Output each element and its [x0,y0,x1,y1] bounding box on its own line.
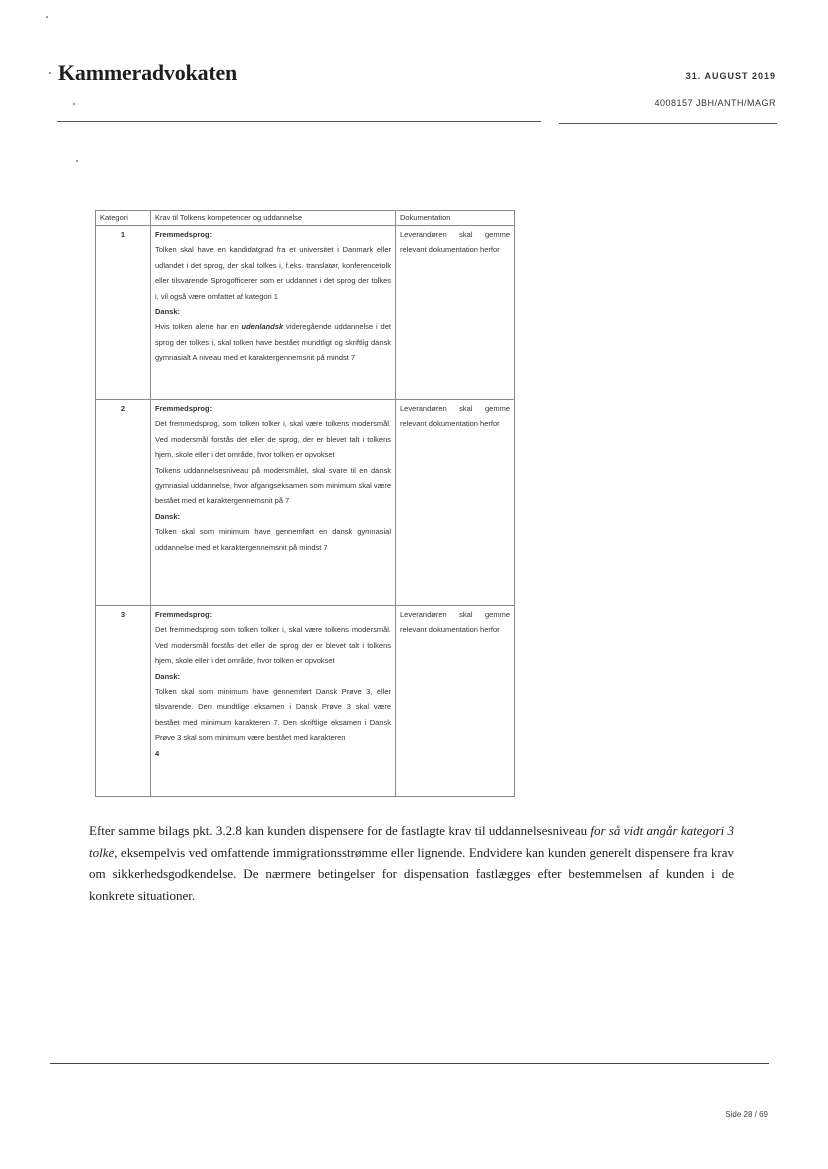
brand-name: Kammeradvokaten [58,60,238,85]
header-divider-right [559,123,777,124]
foreign-language-text: Tolkens uddannelsesniveau på modersmålet, skal svare til en dansk gymnasial uddannelse, hvor afgangseksamen som minimum skal være bestået med et karaktergennemsnit på 7 [155,465,391,506]
foreign-language-text: Det fremmedsprog som tolken tolker i, skal være tolkens modersmål. Ved modersmål forstås det eller de sprog der er blevet talt i tolkens hjem, skole eller i det område, hvor tolken er opvokset [155,625,391,666]
foreign-language-text: Det fremmedsprog, som tolken tolker i, skal være tolkens modersmål. Ved modersmål forstås det eller de sprog, der er blevet talt i tolkens hjem, skole eller i det område, hvor tolken er opvokset [155,419,391,460]
foreign-language-text: Tolken skal have en kandidatgrad fra et universitet i Danmark eller udlandet i det sprog, der skal tolkes i, f.eks. translatør, konferencetolk eller tilsvarende Sprogofficerer som er uddannet i det sprog der tolkes i, vil også være omfattet af kategori 1 [155,245,391,301]
danish-text-emphasis: udenlandsk [241,322,284,332]
danish-grade: 4 [155,748,160,758]
danish-heading: Dansk: [155,307,181,317]
scan-speck [76,160,78,162]
danish-text: Tolken skal som minimum have gennemført Dansk Prøve 3, eller tilsvarende. Den mundtlige eksamen i Dansk Prøve 3 skal være bestået med minimum karakteren 7. Den skriftlige eksamen i Dansk Prøve 3 skal som minimum være bestået med karakteren [155,687,391,743]
scan-speck [49,72,51,74]
table-row [96,606,515,797]
danish-text: Tolken skal som minimum have gennemført en dansk gymnasial uddannelse med et karaktergennemsnit på mindst 7 [155,527,391,552]
danish-text-part: Hvis tolken alene har en [155,322,242,332]
footer-divider [50,1063,769,1064]
requirements-cell [151,606,396,797]
requirements-table [95,210,515,797]
documentation-cell: Leverandøren skal gemme relevant dokumentation herfor [396,400,515,606]
documentation-cell: Leverandøren skal gemme relevant dokumentation herfor [396,606,515,797]
document-reference: 4008157 JBH/ANTH/MAGR [654,98,776,108]
scan-speck [73,103,75,105]
documentation-cell: Leverandøren skal gemme relevant dokumentation herfor [396,226,515,400]
danish-text-part: videregående uddannelse i det sprog der tolkes i, skal tolken have bestået mundtligt og skriftlig dansk gymnasialt A niveau med et karaktergennemsnit på mindst 7 [155,322,391,363]
column-header-requirements: Krav til Tolkens kompetencer og uddannelse [151,211,396,226]
column-header-documentation: Dokumentation [396,211,515,226]
category-cell: 3 [96,606,151,797]
body-text-part: Efter samme bilags pkt. 3.2.8 kan kunden dispensere for de fastlagte krav til uddannelsesniveau [89,823,591,838]
body-text-emphasis: for så vidt angår kategori 3 tolke [89,823,735,860]
foreign-language-heading: Fremmedsprog: [155,230,213,239]
table-row [96,226,515,400]
category-cell: 1 [96,226,151,400]
category-cell: 2 [96,400,151,606]
danish-text [155,319,391,365]
requirements-cell [151,400,396,606]
table-header-row [96,211,515,226]
page-number: Side 28 / 69 [725,1110,768,1119]
body-text-part: , eksempelvis ved omfattende immigrationsstrømme eller lignende. Endvidere kan kunden generelt dispensere fra krav om sikkerhedsgodkendelse. De nærmere betingelser for dispensation fastlægges efter bestemmelsen af kunden i de konkrete situationer. [89,844,734,903]
column-header-category: Kategori [96,211,151,226]
scan-speck [46,16,48,18]
foreign-language-heading: Fremmedsprog: [155,610,213,619]
body-paragraph [89,820,734,906]
requirements-cell [151,226,396,400]
danish-heading: Dansk: [155,671,181,681]
table-row [96,400,515,606]
foreign-language-heading: Fremmedsprog: [155,404,213,413]
danish-heading: Dansk: [155,511,181,521]
document-date: 31. AUGUST 2019 [685,71,776,81]
header-divider-left [57,121,541,122]
